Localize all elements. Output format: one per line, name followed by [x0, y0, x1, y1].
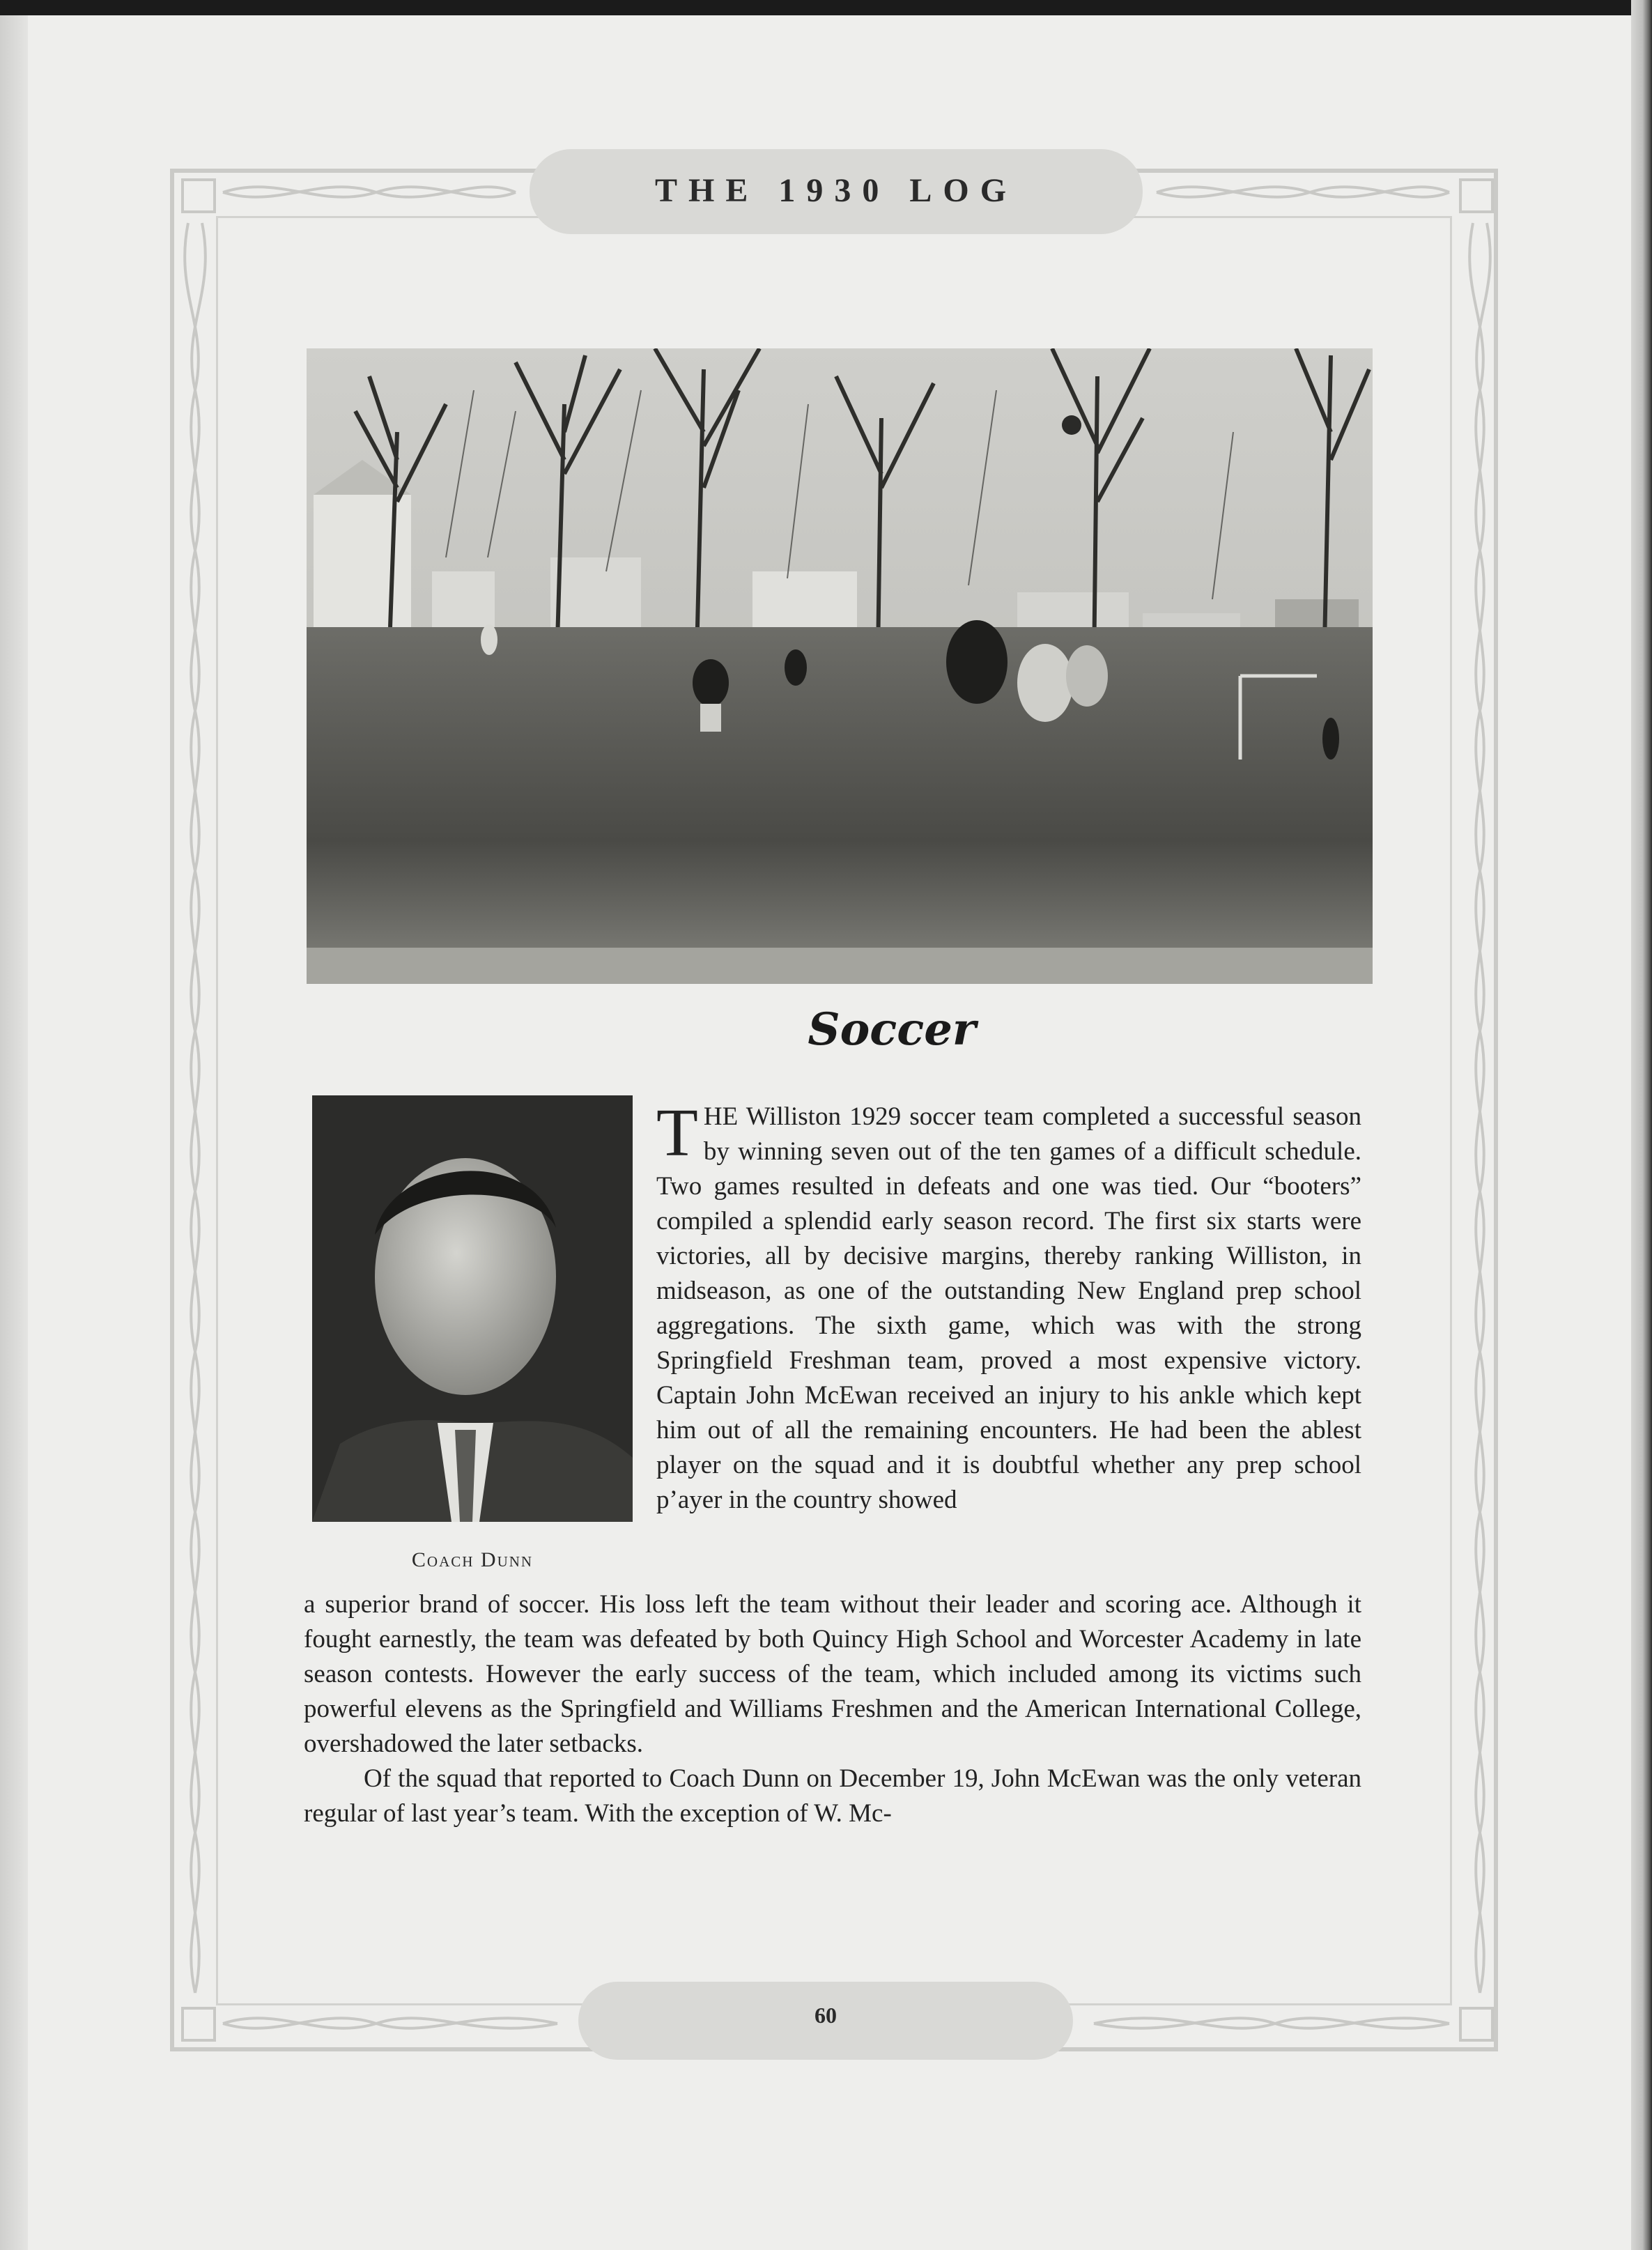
article-wrapped-text: HE Williston 1929 soccer team completed a successful season by winning seven out of the ten games of a difficult schedule. Two games resulted in defeats and one was tied. Our “booters” compiled a splendid early season record. The first six starts were victories, all by decisive margins, thereby ranking Williston, in midseason, as one of the outstanding New England prep school aggregations. The sixth game, which was with the strong Springfield Freshman team, proved a most expensive victory. Captain John McEwan received an injury to his ankle which kept him out of all the remaining encounters. He had been the ablest player on the squad and it is doubtful whether any prep school p’ayer in the country showed: [656, 1102, 1361, 1514]
section-title: Soccer: [808, 1003, 976, 1056]
coach-caption: Coach Dunn: [411, 1548, 534, 1571]
drop-cap: T: [656, 1095, 698, 1171]
article-opening: [656, 1095, 1361, 1518]
running-header: THE 1930 LOG: [654, 172, 1018, 209]
coach-portrait: [312, 1095, 633, 1522]
page-number: 60: [815, 2003, 837, 2028]
article-second-paragraph: Of the squad that reported to Coach Dunn on December 19, John McEwan was the only veteran regular of last year’s team. With the exception of W. Mc-: [304, 1764, 1361, 1828]
soccer-game-photo: [307, 348, 1373, 984]
article-continued: [304, 1587, 1361, 1831]
article-continued-text: a superior brand of soccer. His loss left the team without their leader and scoring ace. Although it fought earnestly, the team was defeated by both Quincy High School and Worcester Academy in late season contests. However the early success of the team, which included among its victims such powerful elevens as the Springfield and Williams Freshmen and the American International College, overshadowed the later setbacks.: [304, 1590, 1361, 1758]
